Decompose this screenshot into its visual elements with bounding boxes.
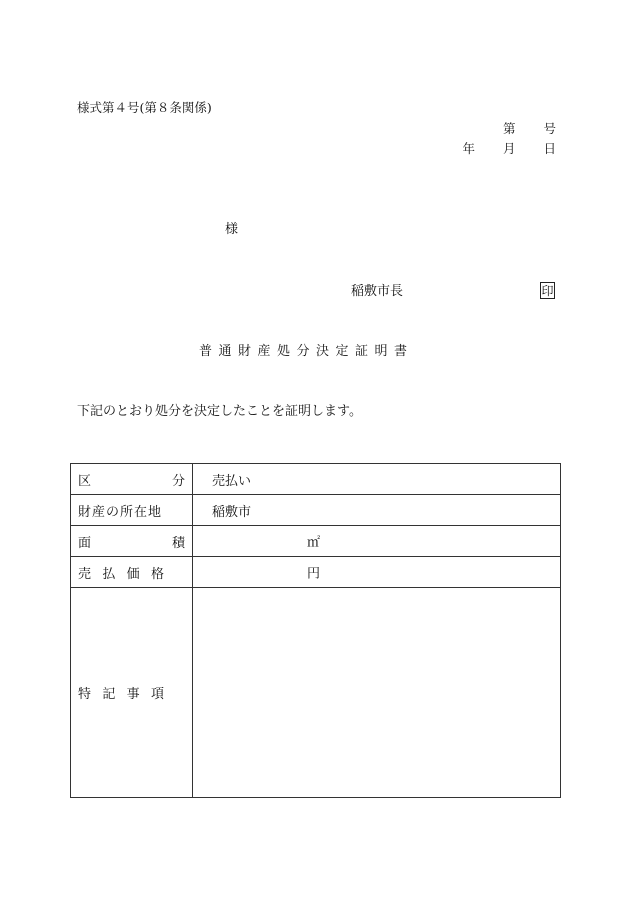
remarks-label-char: 記 <box>102 687 116 702</box>
area-label-left: 面 <box>78 535 92 551</box>
price-label-char: 売 <box>78 566 92 582</box>
details-table <box>70 463 561 798</box>
location-label <box>71 495 193 526</box>
remarks-label-char: 項 <box>150 687 164 702</box>
location-value: 稲敷市 <box>193 495 561 526</box>
area-unit: ㎡ <box>307 535 321 551</box>
date-line <box>462 141 556 157</box>
area-label <box>71 526 193 557</box>
addressee-honorific: 様 <box>225 222 239 237</box>
category-label-right: 分 <box>171 473 185 489</box>
area-label-right: 積 <box>171 535 185 551</box>
form-label: 様式第４号(第８条関係) <box>77 100 212 115</box>
remarks-label <box>71 588 193 798</box>
category-label-left: 区 <box>78 473 92 489</box>
price-label-char: 払 <box>102 566 116 582</box>
remarks-label-char: 特 <box>78 687 92 702</box>
category-label <box>71 464 193 495</box>
price-label-char: 格 <box>150 566 164 582</box>
category-value: 売払い <box>193 464 561 495</box>
location-label-text: 財産の所在地 <box>78 504 163 520</box>
table-row-category <box>71 464 561 495</box>
number-suffix: 号 <box>543 121 556 136</box>
date-day: 日 <box>543 141 556 156</box>
date-year: 年 <box>462 141 475 156</box>
seal-mark: 印 <box>541 284 554 298</box>
number-prefix: 第 <box>502 121 516 136</box>
document-title: 普通財産処分決定証明書 <box>199 344 414 359</box>
price-label <box>71 557 193 588</box>
remarks-value <box>193 588 561 798</box>
table-row-price <box>71 557 561 588</box>
document-number-line <box>503 121 556 137</box>
price-unit: 円 <box>307 566 321 582</box>
issuer-name: 稲敷市長 <box>351 284 404 299</box>
price-value <box>193 557 561 588</box>
price-label-char: 価 <box>126 566 140 582</box>
table-row-remarks <box>71 588 561 798</box>
remarks-label-char: 事 <box>126 687 140 702</box>
area-value <box>193 526 561 557</box>
table-row-area <box>71 526 561 557</box>
statement-text: 下記のとおり処分を決定したことを証明します。 <box>77 404 362 419</box>
table-row-location <box>71 495 561 526</box>
date-month: 月 <box>502 141 516 156</box>
